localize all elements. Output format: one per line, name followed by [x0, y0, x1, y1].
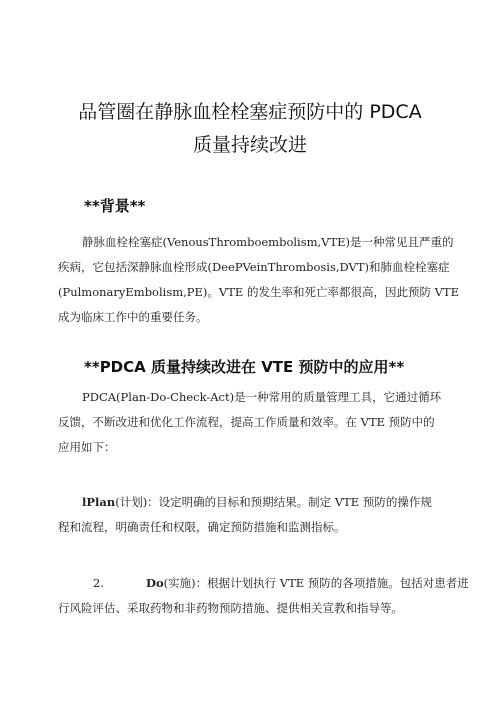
do-item-line2: 行风险评估、采取药物和非药物预防措施、提供相关宣教和指导等。: [58, 601, 403, 615]
do-item-number: 2.: [93, 576, 104, 590]
application-heading: **PDCA 质量持续改进在 VTE 预防中的应用**: [84, 358, 405, 376]
do-label: Do: [146, 576, 164, 590]
application-line: 应用如下：: [58, 440, 116, 454]
application-line: PDCA(Plan-Do-Check-Act)是一种常用的质量管理工具，它通过循环: [82, 390, 442, 404]
background-line: (PulmonaryEmbolism,PE)。VTE 的发生率和死亡率都很高，因此预防 VTE: [58, 285, 459, 299]
plan-description: (计划)：设定明确的目标和预期结果。制定 VTE 预防的操作规: [115, 495, 432, 509]
plan-item-line2: 程和流程，明确责任和权限，确定预防措施和监测指标。: [58, 520, 346, 534]
background-line: 疾病，它包括深静脉血栓形成(DeePVeinThrombosis,DVT)和肺血栓栓塞症: [58, 260, 450, 274]
document-title-line2: 质量持续改进: [192, 134, 307, 156]
background-heading: **背景**: [84, 197, 146, 215]
background-line: 成为临床工作中的重要任务。: [58, 310, 208, 324]
document-title-line1: 品管圈在静脉血栓栓塞症预防中的 PDCA: [78, 101, 422, 123]
do-item-line1: [146, 575, 469, 591]
background-line: 静脉血栓栓塞症(VenousThromboembolism,VTE)是一种常见且严重的: [82, 235, 454, 249]
plan-label: lPlan: [82, 495, 116, 509]
plan-item-line1: [82, 494, 432, 510]
do-description: (实施)：根据计划执行 VTE 预防的各项措施。包括对患者进: [163, 576, 469, 590]
application-line: 反馈，不断改进和优化工作流程，提高工作质量和效率。在 VTE 预防中的: [58, 415, 435, 429]
